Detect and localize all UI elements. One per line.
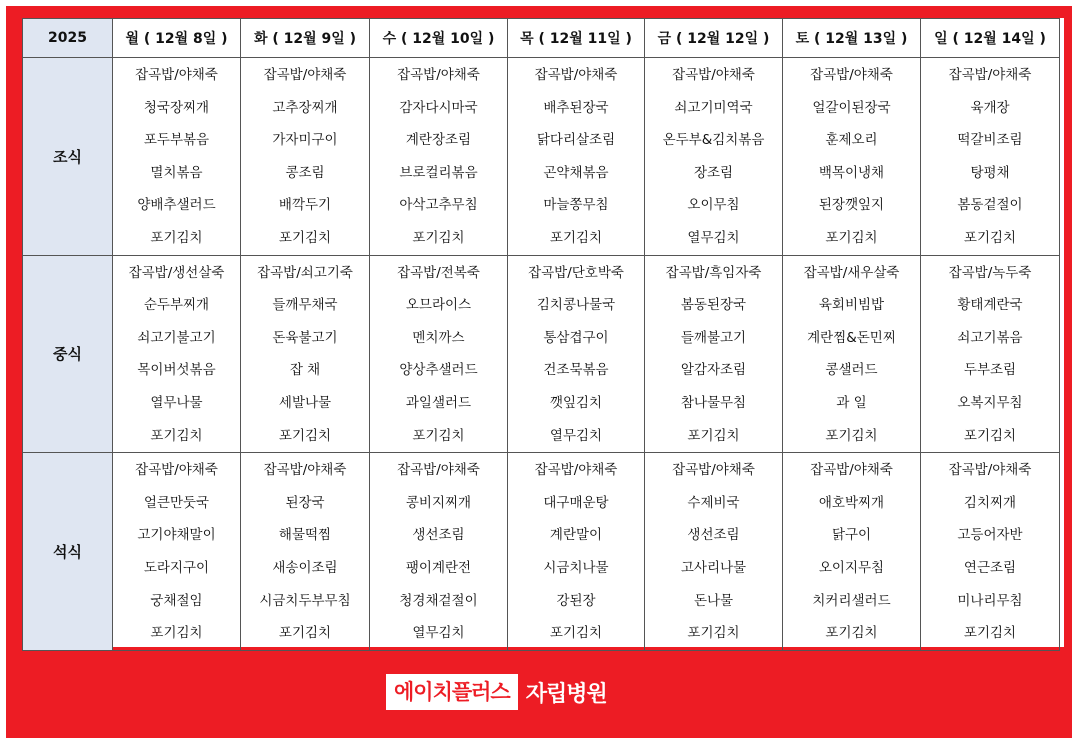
dish-item: 열무김치 bbox=[412, 625, 465, 642]
dish-item: 잡곡밥/야채죽 bbox=[263, 67, 347, 83]
dish-item: 장조림 bbox=[693, 164, 734, 181]
weekly-menu-table bbox=[22, 18, 1060, 651]
dish-item: 탕평채 bbox=[970, 164, 1010, 181]
dish-item: 잡곡밥/쇠고기죽 bbox=[257, 264, 353, 281]
dish-item: 포기김치 bbox=[150, 625, 203, 642]
dish-item: 수제비국 bbox=[687, 494, 740, 511]
dish-item: 멸치볶음 bbox=[150, 164, 203, 181]
dish-item: 잡곡밥/야채죽 bbox=[948, 462, 1032, 479]
dish-item: 해물떡찜 bbox=[278, 527, 332, 544]
dish-item: 곤약채볶음 bbox=[543, 164, 609, 181]
day-menu-cell bbox=[921, 453, 1060, 651]
footer-banner bbox=[6, 647, 1072, 738]
dish-item: 브로컬리볶음 bbox=[399, 164, 478, 181]
dish-item: 콩샐러드 bbox=[825, 362, 878, 379]
dish-item: 포기김치 bbox=[825, 427, 878, 444]
day-menu-cell bbox=[921, 58, 1060, 256]
dish-item: 고기야채말이 bbox=[137, 527, 216, 544]
dish-item: 닭구이 bbox=[831, 527, 872, 544]
day-menu-cell bbox=[645, 58, 783, 256]
dish-item: 닭다리살조림 bbox=[536, 132, 616, 149]
dish-item: 계란말이 bbox=[549, 527, 603, 544]
menu-sheet bbox=[22, 18, 1064, 647]
dish-item: 황태계란국 bbox=[957, 297, 1023, 314]
day-header: 월 ( 12월 8일 ) bbox=[113, 19, 241, 58]
dish-item: 봄동된장국 bbox=[680, 297, 747, 314]
meal-label: 석식 bbox=[23, 453, 113, 651]
dish-item: 잡곡밥/야채죽 bbox=[810, 67, 893, 83]
dish-item: 잡 채 bbox=[289, 362, 321, 379]
dish-item: 잡곡밥/야채죽 bbox=[534, 67, 618, 83]
dish-item: 포기김치 bbox=[687, 427, 740, 444]
dish-item: 강된장 bbox=[556, 592, 596, 609]
day-menu-cell bbox=[241, 453, 370, 651]
dish-item: 알감자조림 bbox=[680, 362, 747, 379]
dish-item: 떡갈비조림 bbox=[957, 132, 1023, 149]
dish-item: 시금치나물 bbox=[543, 559, 609, 576]
dish-item: 열무김치 bbox=[687, 229, 740, 246]
dish-item: 포기김치 bbox=[963, 427, 1017, 444]
dish-item: 포기김치 bbox=[549, 229, 603, 246]
logo-name: 자립병원 bbox=[525, 681, 607, 707]
dish-item: 포기김치 bbox=[963, 229, 1017, 246]
menu-frame bbox=[6, 6, 1072, 738]
day-header: 일 ( 12월 14일 ) bbox=[921, 19, 1060, 58]
dish-item: 포기김치 bbox=[412, 229, 465, 246]
dish-item: 포기김치 bbox=[278, 625, 332, 642]
dish-item: 얼큰만둣국 bbox=[143, 494, 210, 511]
dish-item: 포기김치 bbox=[549, 625, 603, 642]
dish-item: 잡곡밥/전복죽 bbox=[397, 264, 480, 281]
dish-item: 오복지무침 bbox=[957, 394, 1023, 411]
dish-item: 도라지구이 bbox=[143, 559, 210, 576]
day-menu-cell bbox=[783, 453, 921, 651]
dish-item: 포기김치 bbox=[825, 229, 878, 246]
dish-item: 콩조림 bbox=[285, 164, 325, 181]
day-menu-cell bbox=[113, 453, 241, 651]
dish-item: 얼갈이된장국 bbox=[812, 99, 891, 116]
dish-item: 돈육불고기 bbox=[272, 329, 338, 346]
dish-item: 생선조림 bbox=[412, 527, 465, 544]
dish-item: 목이버섯볶음 bbox=[137, 362, 216, 379]
dish-item: 들깨무채국 bbox=[272, 297, 338, 314]
dish-item: 과 일 bbox=[836, 394, 867, 411]
day-header: 화 ( 12월 9일 ) bbox=[241, 19, 370, 58]
dish-item: 포기김치 bbox=[150, 229, 203, 246]
dish-item: 육개장 bbox=[970, 99, 1010, 116]
dish-item: 두부조림 bbox=[963, 362, 1017, 379]
dish-item: 청국장찌개 bbox=[143, 99, 210, 116]
hospital-logo bbox=[386, 674, 607, 710]
dish-item: 포두부볶음 bbox=[143, 132, 210, 149]
dish-item: 포기김치 bbox=[278, 229, 332, 246]
dish-item: 감자다시마국 bbox=[399, 99, 478, 116]
dish-item: 된장깻잎지 bbox=[818, 197, 885, 214]
dish-item: 된장국 bbox=[285, 494, 325, 511]
dish-item: 마늘쫑무침 bbox=[543, 197, 609, 214]
dish-item: 오이지무침 bbox=[818, 559, 885, 576]
dish-item: 오므라이스 bbox=[405, 297, 472, 314]
dish-item: 세발나물 bbox=[278, 394, 332, 411]
day-menu-cell bbox=[921, 255, 1060, 453]
day-menu-cell bbox=[508, 453, 645, 651]
dish-item: 건조묵볶음 bbox=[543, 362, 609, 379]
day-menu-cell bbox=[508, 58, 645, 256]
dish-item: 미나리무침 bbox=[957, 592, 1023, 609]
dish-item: 잡곡밥/흑임자죽 bbox=[665, 264, 762, 281]
dish-item: 궁채절임 bbox=[150, 592, 203, 609]
dish-item: 계란찜&돈민찌 bbox=[807, 329, 896, 346]
dish-item: 팽이계란전 bbox=[405, 559, 472, 576]
dish-item: 계란장조림 bbox=[405, 132, 472, 149]
dish-item: 포기김치 bbox=[825, 625, 878, 642]
dish-item: 치커리샐러드 bbox=[812, 592, 891, 609]
dish-item: 잡곡밥/단호박죽 bbox=[528, 264, 624, 281]
dish-item: 잡곡밥/야채죽 bbox=[263, 462, 347, 479]
header-row bbox=[23, 19, 1060, 58]
dish-item: 열무김치 bbox=[549, 427, 603, 444]
dish-item: 김치찌개 bbox=[963, 494, 1017, 511]
day-menu-cell bbox=[645, 255, 783, 453]
dish-item: 애호박찌개 bbox=[818, 494, 885, 511]
dish-item: 들깨불고기 bbox=[680, 329, 747, 346]
dish-item: 쇠고기미역국 bbox=[674, 99, 753, 116]
year-header: 2025 bbox=[23, 19, 113, 58]
day-menu-cell bbox=[645, 453, 783, 651]
dish-item: 잡곡밥/야채죽 bbox=[135, 462, 218, 479]
dish-item: 잡곡밥/녹두죽 bbox=[948, 264, 1032, 281]
meal-label: 중식 bbox=[23, 255, 113, 453]
dish-item: 배추된장국 bbox=[543, 99, 609, 116]
dish-item: 통삼겹구이 bbox=[543, 329, 609, 346]
day-header: 수 ( 12월 10일 ) bbox=[370, 19, 508, 58]
day-menu-cell bbox=[370, 453, 508, 651]
dish-item: 포기김치 bbox=[278, 427, 332, 444]
day-menu-cell bbox=[370, 255, 508, 453]
dish-item: 열무나물 bbox=[150, 394, 203, 411]
dish-item: 포기김치 bbox=[412, 427, 465, 444]
dish-item: 대구매운탕 bbox=[543, 494, 609, 511]
day-menu-cell bbox=[508, 255, 645, 453]
dish-item: 오이무침 bbox=[687, 197, 740, 214]
meal-row bbox=[23, 453, 1060, 651]
day-header: 금 ( 12월 12일 ) bbox=[645, 19, 783, 58]
dish-item: 아삭고추무침 bbox=[399, 197, 478, 214]
day-menu-cell bbox=[783, 58, 921, 256]
dish-item: 생선조림 bbox=[687, 527, 740, 544]
dish-item: 잡곡밥/야채죽 bbox=[135, 67, 218, 83]
dish-item: 백목이냉채 bbox=[818, 164, 885, 181]
dish-item: 멘치까스 bbox=[412, 329, 465, 346]
dish-item: 포기김치 bbox=[963, 625, 1017, 642]
dish-item: 양배추샐러드 bbox=[137, 197, 216, 214]
dish-item: 봄동겉절이 bbox=[957, 197, 1023, 214]
dish-item: 시금치두부무침 bbox=[259, 592, 351, 609]
day-menu-cell bbox=[113, 255, 241, 453]
dish-item: 잡곡밥/야채죽 bbox=[534, 462, 618, 479]
day-header: 토 ( 12월 13일 ) bbox=[783, 19, 921, 58]
dish-item: 새송이조림 bbox=[272, 559, 338, 576]
day-menu-cell bbox=[783, 255, 921, 453]
dish-item: 돈나물 bbox=[693, 592, 734, 609]
dish-item: 과일샐러드 bbox=[405, 394, 472, 411]
dish-item: 연근조림 bbox=[963, 559, 1017, 576]
dish-item: 잡곡밥/야채죽 bbox=[672, 462, 755, 479]
dish-item: 포기김치 bbox=[150, 427, 203, 444]
dish-item: 청경채겉절이 bbox=[399, 592, 478, 609]
day-menu-cell bbox=[241, 58, 370, 256]
day-menu-cell bbox=[370, 58, 508, 256]
meal-row bbox=[23, 255, 1060, 453]
dish-item: 잡곡밥/새우살죽 bbox=[803, 264, 900, 281]
dish-item: 잡곡밥/야채죽 bbox=[397, 67, 480, 83]
dish-item: 김치콩나물국 bbox=[536, 297, 616, 314]
dish-item: 잡곡밥/야채죽 bbox=[948, 67, 1032, 83]
dish-item: 깻잎김치 bbox=[549, 394, 603, 411]
dish-item: 포기김치 bbox=[687, 625, 740, 642]
dish-item: 콩비지찌개 bbox=[405, 494, 472, 511]
meal-row bbox=[23, 58, 1060, 256]
dish-item: 양상추샐러드 bbox=[399, 362, 478, 379]
day-menu-cell bbox=[241, 255, 370, 453]
dish-item: 고사리나물 bbox=[680, 559, 747, 576]
dish-item: 온두부&김치볶음 bbox=[662, 132, 765, 149]
dish-item: 잡곡밥/생선살죽 bbox=[128, 264, 225, 281]
day-header: 목 ( 12월 11일 ) bbox=[508, 19, 645, 58]
dish-item: 가자미구이 bbox=[272, 132, 338, 149]
dish-item: 고추장찌개 bbox=[272, 99, 338, 116]
dish-item: 잡곡밥/야채죽 bbox=[810, 462, 893, 479]
dish-item: 잡곡밥/야채죽 bbox=[397, 462, 480, 479]
dish-item: 고등어자반 bbox=[957, 527, 1023, 544]
dish-item: 쇠고기불고기 bbox=[137, 329, 216, 346]
meal-label: 조식 bbox=[23, 58, 113, 256]
dish-item: 쇠고기볶음 bbox=[957, 329, 1023, 346]
dish-item: 순두부찌개 bbox=[143, 297, 210, 314]
dish-item: 육회비빔밥 bbox=[818, 297, 885, 314]
dish-item: 참나물무침 bbox=[680, 394, 747, 411]
day-menu-cell bbox=[113, 58, 241, 256]
logo-brand: 에이치플러스 bbox=[386, 674, 518, 710]
dish-item: 훈제오리 bbox=[825, 132, 878, 149]
dish-item: 배깍두기 bbox=[278, 197, 332, 214]
dish-item: 잡곡밥/야채죽 bbox=[672, 67, 755, 83]
